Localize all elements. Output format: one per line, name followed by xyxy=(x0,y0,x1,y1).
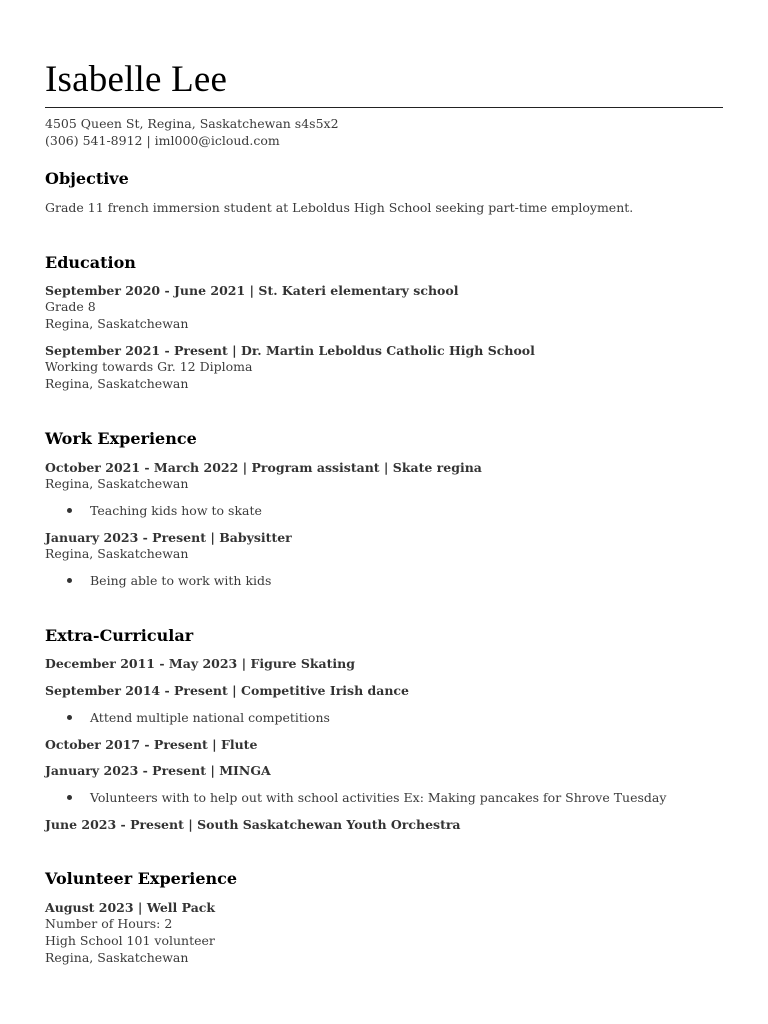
bullet-text: Attend multiple national competitions xyxy=(90,710,330,725)
bullet-text: Teaching kids how to skate xyxy=(90,503,262,518)
bullet-dot-icon xyxy=(67,508,72,513)
volunteer-entry-hours: Number of Hours: 2 xyxy=(45,916,173,931)
education-entry-location: Regina, Saskatchewan xyxy=(45,316,189,331)
section-title-education: Education xyxy=(45,253,136,272)
objective-text: Grade 11 french immersion student at Leboldus High School seeking part-time employment. xyxy=(45,200,634,215)
education-entry-detail: Working towards Gr. 12 Diploma xyxy=(45,359,253,374)
contact-address: 4505 Queen St, Regina, Saskatchewan s4s5x2 xyxy=(45,116,339,131)
bullet-dot-icon xyxy=(67,715,72,720)
work-entry-location: Regina, Saskatchewan xyxy=(45,476,189,491)
work-entry-heading: October 2021 - March 2022 | Program assistant | Skate regina xyxy=(45,460,482,475)
education-entry-heading: September 2021 - Present | Dr. Martin Leboldus Catholic High School xyxy=(45,343,535,358)
resume-name: Isabelle Lee xyxy=(45,59,228,100)
section-title-objective: Objective xyxy=(45,169,129,188)
bullet-dot-icon xyxy=(67,578,72,583)
section-title-work: Work Experience xyxy=(45,429,197,448)
bullet-text: Volunteers with to help out with school activities Ex: Making pancakes for Shrove Tuesday xyxy=(90,790,667,805)
volunteer-entry-heading: August 2023 | Well Pack xyxy=(45,900,216,915)
section-title-volunteer: Volunteer Experience xyxy=(45,869,238,888)
education-entry-detail: Grade 8 xyxy=(45,299,96,314)
extra-entry-heading: September 2014 - Present | Competitive Irish dance xyxy=(45,683,409,698)
volunteer-entry-detail: High School 101 volunteer xyxy=(45,933,215,948)
contact-phone-email: (306) 541-8912 | iml000@icloud.com xyxy=(45,133,280,148)
extra-entry-heading: October 2017 - Present | Flute xyxy=(45,737,258,752)
work-entry-location: Regina, Saskatchewan xyxy=(45,546,189,561)
education-entry-heading: September 2020 - June 2021 | St. Kateri elementary school xyxy=(45,283,459,298)
header-divider xyxy=(45,107,723,108)
contact-block xyxy=(45,115,339,149)
extra-entry-heading: June 2023 - Present | South Saskatchewan Youth Orchestra xyxy=(45,817,461,832)
bullet-text: Being able to work with kids xyxy=(90,573,272,588)
volunteer-entry-location: Regina, Saskatchewan xyxy=(45,950,189,965)
education-entry-location: Regina, Saskatchewan xyxy=(45,376,189,391)
section-title-extra-curricular: Extra-Curricular xyxy=(45,626,194,645)
work-entry-heading: January 2023 - Present | Babysitter xyxy=(45,530,292,545)
extra-entry-heading: January 2023 - Present | MINGA xyxy=(45,763,271,778)
extra-entry-heading: December 2011 - May 2023 | Figure Skating xyxy=(45,656,355,671)
bullet-dot-icon xyxy=(67,795,72,800)
